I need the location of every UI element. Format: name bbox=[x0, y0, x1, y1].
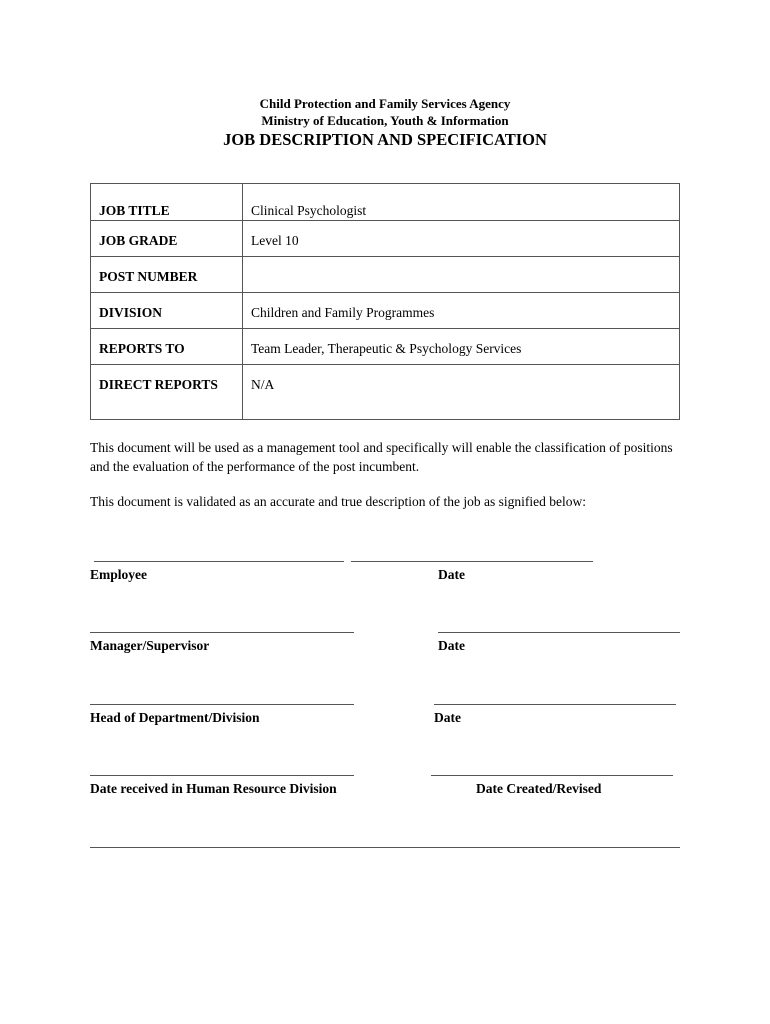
table-row bbox=[91, 221, 680, 257]
created-revised-line[interactable] bbox=[431, 775, 673, 776]
ministry-name: Ministry of Education, Youth & Information bbox=[261, 113, 509, 128]
direct-reports-label: DIRECT REPORTS bbox=[91, 365, 243, 420]
employee-label: Employee bbox=[90, 567, 147, 582]
agency-name: Child Protection and Family Services Agency bbox=[259, 96, 511, 111]
employee-date-line[interactable] bbox=[351, 561, 593, 562]
manager-label: Manager/Supervisor bbox=[90, 638, 210, 653]
manager-signature-line[interactable] bbox=[90, 632, 354, 633]
validation-paragraph: This document is validated as an accurate and true description of the job as signified below: bbox=[90, 494, 586, 509]
bottom-divider bbox=[90, 847, 680, 848]
hr-received-line[interactable] bbox=[90, 775, 354, 776]
usage-paragraph: This document will be used as a management tool and specifically will enable the classification of positions and the evaluation of the performance of the post incumbent. bbox=[90, 440, 673, 474]
table-row bbox=[91, 184, 680, 221]
manager-date-label: Date bbox=[438, 638, 465, 653]
job-details-table bbox=[90, 183, 680, 420]
employee-date-label: Date bbox=[438, 567, 465, 582]
table-row bbox=[91, 365, 680, 420]
table-row bbox=[91, 293, 680, 329]
job-grade-value: Level 10 bbox=[243, 221, 680, 257]
hr-received-label: Date received in Human Resource Division bbox=[90, 781, 337, 796]
head-signature-line[interactable] bbox=[90, 704, 354, 705]
document-title: JOB DESCRIPTION AND SPECIFICATION bbox=[223, 130, 547, 149]
division-label: DIVISION bbox=[91, 293, 243, 329]
employee-signature-line[interactable] bbox=[94, 561, 344, 562]
division-value: Children and Family Programmes bbox=[243, 293, 680, 329]
reports-to-label: REPORTS TO bbox=[91, 329, 243, 365]
table-row bbox=[91, 257, 680, 293]
job-grade-label: JOB GRADE bbox=[91, 221, 243, 257]
created-revised-label: Date Created/Revised bbox=[476, 781, 602, 796]
job-title-label: JOB TITLE bbox=[91, 184, 243, 221]
job-title-value: Clinical Psychologist bbox=[243, 184, 680, 221]
post-number-value bbox=[243, 257, 680, 293]
head-date-label: Date bbox=[434, 710, 461, 725]
reports-to-value: Team Leader, Therapeutic & Psychology Services bbox=[243, 329, 680, 365]
table-row bbox=[91, 329, 680, 365]
direct-reports-value: N/A bbox=[243, 365, 680, 420]
head-label: Head of Department/Division bbox=[90, 710, 260, 725]
head-date-line[interactable] bbox=[434, 704, 676, 705]
post-number-label: POST NUMBER bbox=[91, 257, 243, 293]
manager-date-line[interactable] bbox=[438, 632, 680, 633]
